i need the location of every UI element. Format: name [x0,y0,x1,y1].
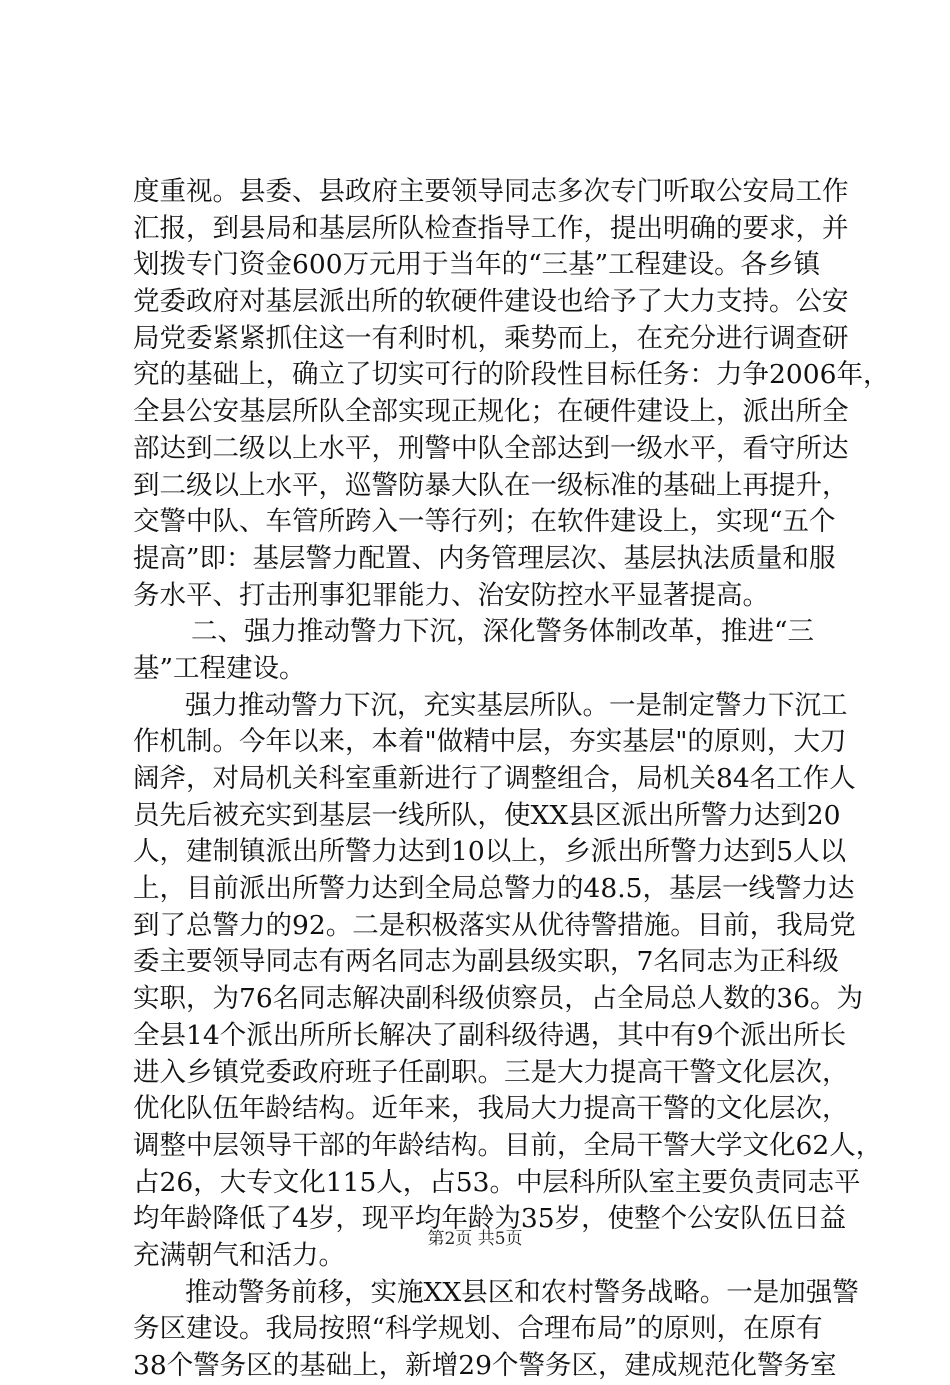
text-line: 务区建设。我局按照“科学规划、合理布局”的原则，在原有 [133,1313,823,1345]
text-line: 均年龄降低了4岁，现平均年龄为35岁，使整个公安队伍日益 [133,1203,847,1235]
text-line: 作机制。今年以来，本着"做精中层，夯实基层"的原则，大刀 [133,726,847,758]
text-line: 全县公安基层所队全部实现正规化；在硬件建设上，派出所全 [133,396,849,428]
text-line: 汇报，到县局和基层所队检查指导工作，提出明确的要求，并 [133,212,849,244]
text-line: 交警中队、车管所跨入一等行列；在软件建设上，实现“五个 [133,506,836,538]
text-line: 上，目前派出所警力达到全局总警力的48.5，基层一线警力达 [133,873,855,905]
text-line: 员先后被充实到基层一线所队，使XX县区派出所警力达到20 [133,799,841,831]
page-footer [0,1224,950,1249]
text-line: 党委政府对基层派出所的软硬件建设也给予了大力支持。公安 [133,286,849,318]
text-line: 究的基础上，确立了切实可行的阶段性目标任务：力争2006年， [133,359,890,391]
text-line: 进入乡镇党委政府班子任副职。三是大力提高干警文化层次， [133,1056,849,1088]
text-line: 调整中层领导干部的年龄结构。目前，全局干警大学文化62人， [133,1129,883,1161]
text-line: 充满朝气和活力。 [133,1239,345,1271]
text-line: 局党委紧紧抓住这一有利时机，乘势而上，在充分进行调查研 [133,322,849,354]
text-line: 实职，为76名同志解决副科级侦察员，占全局总人数的36。为 [133,983,863,1015]
text-line: 38个警务区的基础上，新增29个警务区，建成规范化警务室 [133,1350,837,1381]
text-line: 度重视。县委、县政府主要领导同志多次专门听取公安局工作 [133,176,849,207]
text-line: 推动警务前移，实施XX县区和农村警务战略。一是加强警 [185,1276,859,1308]
document-body [133,174,890,1385]
text-line: 阔斧，对局机关科室重新进行了调整组合，局机关84名工作人 [133,763,856,794]
section-heading-line: 二、强力推动警力下沉，深化警务体制改革，推进“三 [191,616,815,648]
text-line: 划拨专门资金600万元用于当年的“三基”工程建设。各乡镇 [133,249,821,281]
text-line: 到二级以上水平，巡警防暴大队在一级标准的基础上再提升， [133,469,849,501]
text-line: 全县14个派出所所长解决了副科级待遇，其中有9个派出所长 [133,1019,847,1051]
section-heading-line: 基”工程建设。 [133,652,306,684]
text-line: 到了总警力的92。二是积极落实从优待警措施。目前，我局党 [133,909,856,941]
text-line: 强力推动警力下沉，充实基层所队。一是制定警力下沉工 [185,689,848,721]
text-line: 人，建制镇派出所警力达到10以上，乡派出所警力达到5人以 [133,836,847,868]
text-line: 务水平、打击刑事犯罪能力、治安防控水平显著提高。 [133,579,769,611]
text-line: 部达到二级以上水平，刑警中队全部达到一级水平，看守所达 [133,432,849,464]
text-line: 优化队伍年龄结构。近年来，我局大力提高干警的文化层次， [133,1093,849,1125]
text-line: 提高”即：基层警力配置、内务管理层次、基层执法质量和服 [133,542,836,574]
text-line: 委主要领导同志有两名同志为副县级实职，7名同志为正科级 [133,946,839,978]
text-line: 占26，大专文化115人，占53。中层科所队室主要负责同志平 [133,1166,861,1198]
page-number: 第2页 共5页 [427,1229,523,1249]
